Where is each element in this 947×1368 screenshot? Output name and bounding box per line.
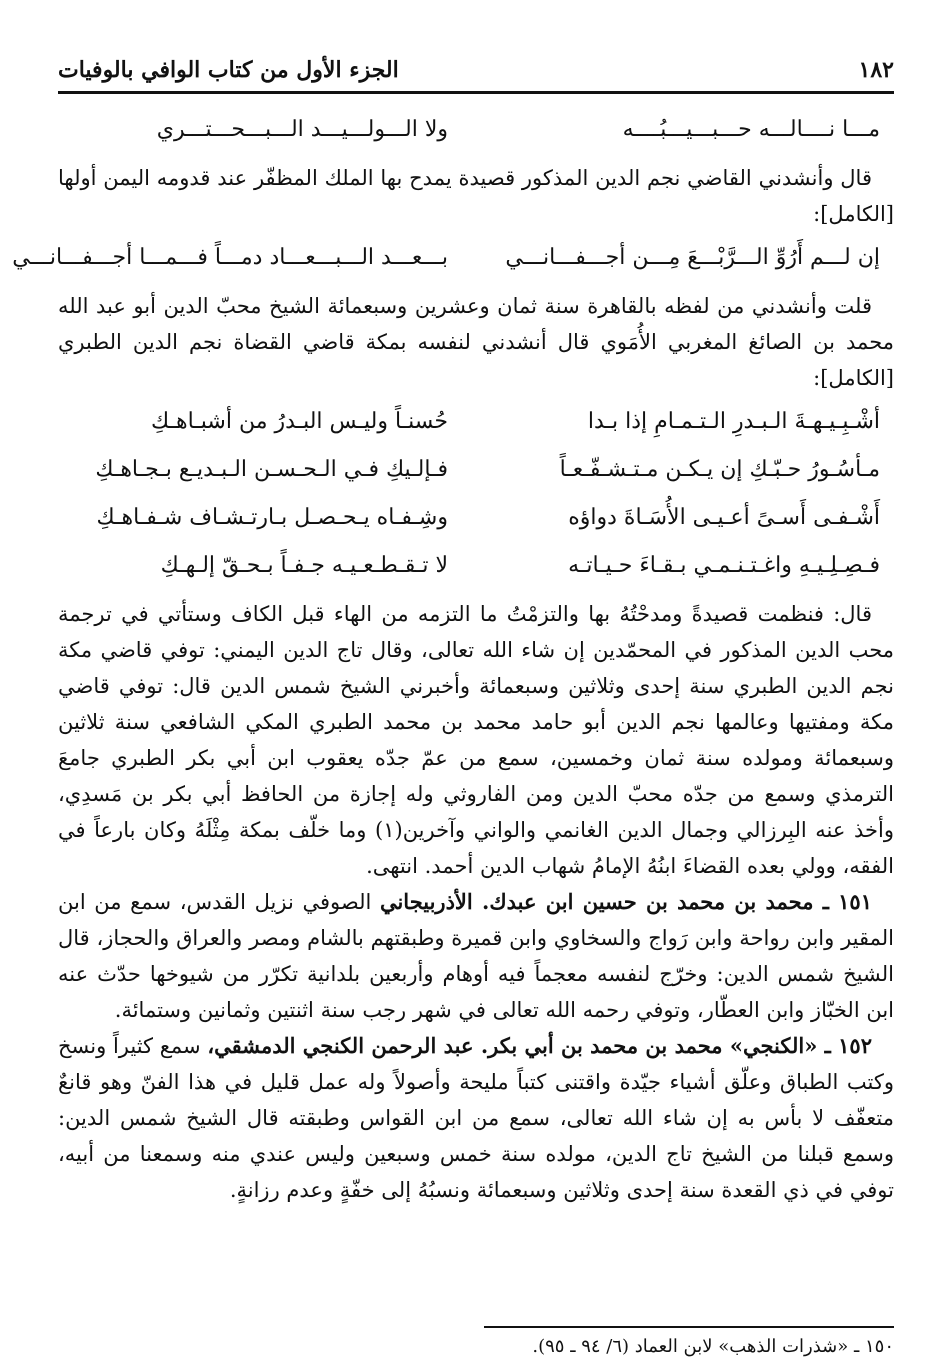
entry-heading: ١٥١ ـ محمد بن محمد بن حسين ابن عبدك. الأذربيجاني: [379, 889, 872, 914]
header-rule: [58, 91, 894, 94]
verse-second-hemistich: بـــعـــد الـــبـــعـــاد دمـــاً فـــمـــا أجـــفـــانـــي: [12, 245, 448, 270]
poem-line: [58, 404, 894, 452]
page-header: [58, 50, 894, 90]
entry-text: سمع كثيراً ونسخ وكتب الطباق وعلّق أشياء جيّدة واقتنى كتباً مليحة وأصولاً وله عمل قليل في هذا الفنّ وهو قانعٌ متعفّف لا بأس به إن شاء الله تعالى، سمع من ابن القواس وطبقته قال الشيخ شمس الدين: وسمع قبلنا من الشيخ تاج الدين، مولده سنة خمس وسبعين وليس عندي منه وسمعنا من أبيه، توفي في ذي القعدة سنة إحدى وثلاثين وسبعمائة ونسبُهُ إلى خفّةٍ وعدم رزانةٍ.: [58, 1034, 894, 1202]
verse-second-hemistich: ولا الـــولـــيـــد الـــبـــحـــتـــري: [156, 117, 448, 142]
verse-second-hemistich: وشِـفـاه يـحـصـل بـارتـشـاف شـفـاهـكِ: [96, 505, 448, 530]
verse-second-hemistich: فـإلـيكِ فـي الـحـسـن الـبـديـع بـجـاهـكِ: [95, 457, 448, 482]
biography-entry-152: [58, 1028, 894, 1208]
verse-first-hemistich: فـصِـلِـيـهِ واغـتـنـمـي بـقـاءَ حـيـاتـه: [568, 553, 880, 578]
footnote-rule: [484, 1326, 894, 1328]
poem-line: [58, 548, 894, 596]
verse-first-hemistich: إن لـــم أَرُوِّ الـــرَّبْـــعَ مِـــن أجـــفـــانـــي: [505, 245, 880, 270]
verse-first-hemistich: أَشْـفـى أَسـىً أعـيـى الأُسَـاةَ دواؤه: [568, 505, 880, 530]
running-title: الجزء الأول من كتاب الوافي بالوفيات: [58, 57, 399, 83]
entry-text: الصوفي نزيل القدس، سمع من ابن المقير وابن رواحة وابن رَواج والسخاوي وابن قميرة وطبقتهم بالشام ومصر والعراق والحجاز، قال الشيخ شمس الدين: وخرّج لنفسه معجماً فيه أوهام وأربعين بلدانية تكرّر من شيوخها حدّث عنه ابن الخبّاز وابن العطّار، وتوفي رحمه الله تعالى في شهر رجب سنة اثنتين وثمانين وستمائة.: [58, 890, 894, 1022]
paragraph: قال: فنظمت قصيدةً ومدحْتُهُ بها والتزمْتُ ما التزمه من الهاء قبل الكاف وستأتي في ترجمة محب الدين المذكور في المحمّدين إن شاء الله تعالى، وقال تاج الدين اليمني: توفي قاضي مكة نجم الدين الطبري سنة إحدى وثلاثين وسبعمائة وأخبرني الشيخ شمس الدين قال: توفي قاضي مكة ومفتيها وعالمها نجم الدين أبو حامد محمد بن محمد الطبري المكي الشافعي سنة ثلاثين وسبعمائة ومولده سنة ثمان وخمسين، سمع من عمّ جدّه يعقوب ابن أبي بكر الطبري جامعَ الترمذي وسمع من جدّه محبّ الدين ومن الفاروثي وله إجازة من الحافظ أبي بكر بن مَسدِي، وأخذ عنه البِرزالي وجمال الدين الغانمي والواني وآخرين(١) وما خلّف بمكة مِثْلَهُ وكان بارعاً في الفقه، وولي بعده القضاءَ ابنُهُ الإمامُ شهاب الدين أحمد. انتهى.: [58, 602, 895, 878]
paragraph: قلت وأنشدني من لفظه بالقاهرة سنة ثمان وعشرين وسبعمائة الشيخ محبّ الدين أبو عبد الله محمد بن الصائغ المغربي الأُمَوي قال أنشدني لنفسه بمكة قاضي القضاة نجم الدين الطبري [الكامل]:: [58, 294, 894, 390]
verse-first-hemistich: مـأسُـورُ حـبّـكِ إن يـكـن مـتـشـفّـعـاً: [559, 457, 880, 482]
verse-line: [12, 240, 894, 288]
verse-first-hemistich: أشْـبِـيـهـةَ الـبـدرِ الـتـمـامِ إذا بـدا: [587, 409, 880, 434]
paragraph: قال وأنشدني القاضي نجم الدين المذكور قصيدة يمدح بها الملك المظفّر عند قدومه اليمن أولها [الكامل]:: [58, 166, 894, 226]
verse-second-hemistich: لا تـقـطـعـيـه جـفـاً بـحـقّ إلـهـكِ: [160, 553, 448, 578]
entry-heading: ١٥٢ ـ «الكنجي» محمد بن محمد بن أبي بكر. عبد الرحمن الكنجي الدمشقي،: [207, 1033, 872, 1058]
verse-second-hemistich: حُسنـاً وليـس البـدرُ من أشبـاهـكِ: [151, 409, 448, 434]
footnote: ١٥٠ ـ «شذرات الذهب» لابن العماد (٦/ ٩٤ ـ ٩٥).: [532, 1336, 894, 1357]
biography-entry-151: [58, 884, 894, 1028]
verse-line: [58, 112, 894, 160]
poem-line: [58, 452, 894, 500]
page-number: ١٨٢: [858, 57, 894, 83]
page-body: [12, 112, 895, 1208]
document-page: [12, 0, 895, 1368]
poem-line: [58, 500, 894, 548]
verse-first-hemistich: مـــا نــــالـــه حـــبـــيـــبُــــه: [622, 117, 880, 142]
